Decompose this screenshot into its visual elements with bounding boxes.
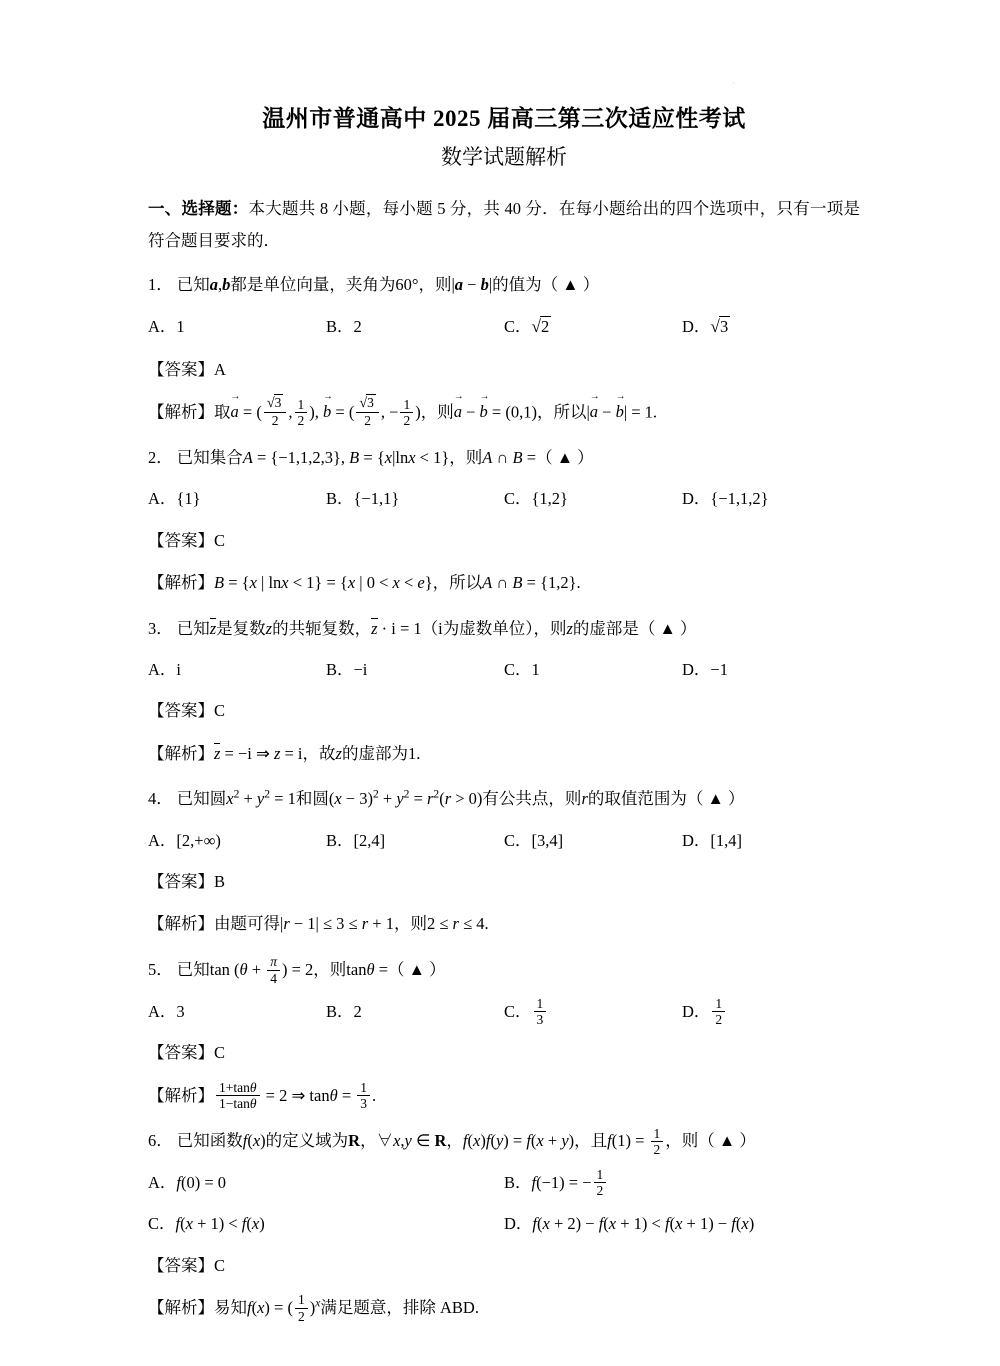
option-c[interactable]: C．[3,4] [504, 830, 564, 850]
solution-label: 【解析】 [148, 743, 214, 763]
page-title: 温州市普通高中 2025 届高三第三次适应性考试 [262, 106, 746, 131]
question-number: 5． [148, 960, 173, 980]
question-2-solution: 【解析】B = {x | lnx < 1} = {x | 0 < x < e}，所以A ∩ B = {1,2}. [148, 573, 581, 593]
question-number: 1． [148, 275, 173, 295]
answer-label: 【答案】 [148, 872, 214, 892]
option-b[interactable]: B．f(−1) = − $\frac{1}{2}$ [504, 1167, 860, 1199]
solution-label: 【解析】 [148, 402, 214, 422]
option-a[interactable]: A．i [148, 660, 181, 680]
option-a[interactable]: A．f(0) = 0 [148, 1172, 227, 1192]
section-heading [148, 193, 860, 257]
solution-label: 【解析】 [148, 914, 214, 934]
option-c[interactable]: C．1 [504, 660, 540, 680]
question-1-answer [148, 354, 860, 385]
option-a[interactable]: A．{1} [148, 489, 201, 509]
question-1-options [148, 311, 860, 344]
answer-label: 【答案】 [148, 359, 214, 379]
option-b[interactable]: B．2 [326, 316, 362, 336]
option-b[interactable]: B．2 [326, 1001, 362, 1021]
question-5-answer [148, 1037, 860, 1068]
question-stem: 已知a,b都是单位向量，夹角为60°，则|a − b|的值为（ ▲ ） [176, 275, 600, 295]
question-5-solution: 【解析】 $\frac{1+\tan\theta}{1-\tan\theta}$ = 2 ⇒ tanθ = $\frac{1}{3}$ . [148, 1079, 377, 1112]
question-6-options-row1 [148, 1167, 860, 1199]
question-3-answer [148, 695, 860, 726]
question-6-answer [148, 1250, 860, 1281]
option-b[interactable]: B．[2,4] [326, 830, 386, 850]
answer-label: 【答案】 [148, 1255, 214, 1275]
question-6-options-row2 [148, 1208, 860, 1239]
answer-value: C [214, 530, 226, 550]
question-number: 6． [148, 1131, 173, 1151]
answer-value: A [214, 359, 226, 379]
question-5 [148, 954, 860, 986]
answer-value: C [214, 1043, 226, 1063]
question-stem: 已知圆$x^2 + y^2 = 1$和圆$(x - 3)^2 + y^2 = r^2(r > 0)$有公共点，则r的取值范围为（ ▲ ） [176, 788, 745, 809]
question-1 [148, 269, 860, 300]
watermark: · [732, 78, 736, 88]
question-4-solution: 【解析】由题可得|r − 1| ≤ 3 ≤ r + 1，则2 ≤ r ≤ 4. [148, 914, 489, 934]
question-2-options [148, 483, 860, 514]
option-a[interactable]: A．3 [148, 1001, 185, 1021]
question-number: 4． [148, 789, 173, 809]
question-4-options [148, 825, 860, 856]
answer-value: C [214, 701, 226, 721]
question-4-answer [148, 866, 860, 897]
option-b[interactable]: B．−i [326, 660, 368, 680]
question-stem: 已知z是复数z的共轭复数，z · i = 1（i为虚数单位），则z的虚部是（ ▲ ） [176, 618, 697, 638]
answer-label: 【答案】 [148, 1043, 214, 1063]
solution-label: 【解析】 [148, 1298, 214, 1318]
question-6-solution: 【解析】易知f(x) = ( $\frac{1}{2}$ )$^x$满足题意，排除 ABD. [148, 1292, 479, 1324]
option-b[interactable]: B．{−1,1} [326, 489, 400, 509]
option-c[interactable]: C．{1,2} [504, 489, 568, 509]
page-subtitle: 数学试题解析 [441, 145, 567, 169]
question-stem: 已知函数f(x)的定义域为R，∀x,y ∈ R，f(x)f(y) = f(x + y)，且f(1) = $\frac{1}{2}$ ，则（ ▲ ） [176, 1125, 756, 1157]
question-stem: 已知tan (θ + $\frac{\pi}{4}$ ) = 2，则tanθ =（ ▲ ） [176, 954, 446, 986]
solution-label: 【解析】 [148, 1085, 214, 1105]
solution-label: 【解析】 [148, 573, 214, 593]
option-a[interactable]: A．[2,+∞) [148, 830, 221, 850]
question-number: 2． [148, 448, 173, 468]
question-2 [148, 442, 860, 473]
option-c[interactable]: C． $\frac{1}{3}$ [504, 996, 682, 1028]
option-c[interactable]: C．f(x + 1) < f(x) [148, 1214, 265, 1234]
question-stem: 已知集合A = {−1,1,2,3}, B = {x|lnx < 1}，则A ∩ B =（ ▲ ） [176, 448, 594, 468]
option-d[interactable]: D．{−1,1,2} [682, 489, 769, 509]
question-3-solution: 【解析】z = −i ⇒ z = i，故z的虚部为1. [148, 743, 421, 763]
question-3-options [148, 654, 860, 685]
option-d[interactable]: D． $\frac{1}{2}$ [682, 996, 860, 1028]
question-5-options [148, 996, 860, 1028]
option-d[interactable]: D．−1 [682, 660, 728, 680]
question-4 [148, 783, 860, 814]
section-heading-text: 本大题共 8 小题，每小题 5 分，共 40 分．在每小题给出的四个选项中，只有一项是符合题目要求的． [148, 199, 861, 251]
answer-label: 【答案】 [148, 701, 214, 721]
option-d[interactable]: D．f(x + 2) − f(x + 1) < f(x + 1) − f(x) [504, 1214, 755, 1234]
question-3 [148, 613, 860, 644]
option-d[interactable]: D．√3 [682, 316, 729, 336]
answer-value: B [214, 872, 226, 892]
question-2-answer [148, 525, 860, 556]
option-a[interactable]: A．1 [148, 316, 185, 336]
answer-label: 【答案】 [148, 530, 214, 550]
question-1-solution: 【解析】取a → = ( $\frac{√3}{2}$ , $\frac{1}{2}$ ), b → = ( $\frac{√3}{2}$ , − $\frac{1}{2}$ )，则a → − b → = (0,1)，所以|a → − b →| = 1. [148, 395, 860, 430]
section-heading-label: 一、选择题： [148, 199, 249, 218]
question-number: 3． [148, 618, 173, 638]
question-6 [148, 1125, 860, 1157]
option-d[interactable]: D．[1,4] [682, 830, 743, 850]
answer-value: C [214, 1255, 226, 1275]
option-c[interactable]: C．√2 [504, 316, 550, 336]
